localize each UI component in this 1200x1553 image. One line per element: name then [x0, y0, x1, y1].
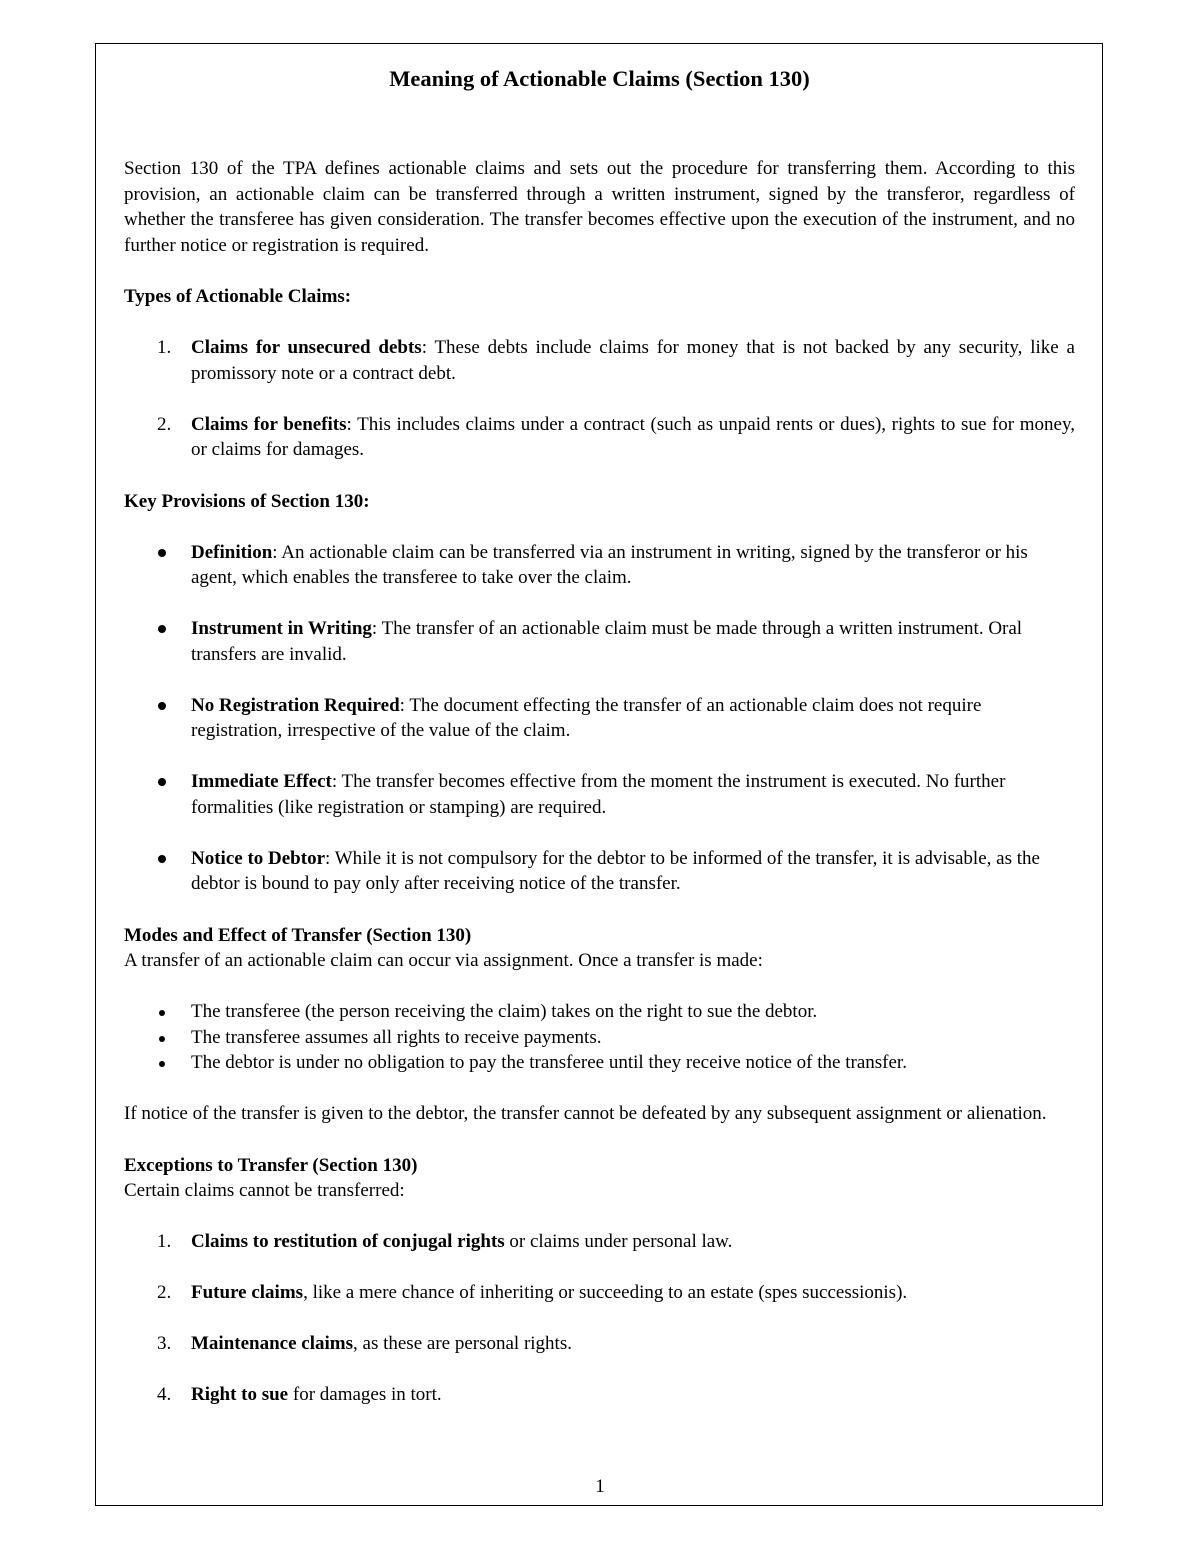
list-text: , as these are personal rights. — [353, 1333, 572, 1354]
exceptions-intro: Certain claims cannot be transferred: — [124, 1180, 405, 1201]
list-text: or claims under personal law. — [504, 1231, 733, 1252]
provisions-list — [124, 540, 1075, 897]
exceptions-heading: Exceptions to Transfer (Section 130) — [124, 1154, 418, 1176]
bullet-icon — [158, 855, 166, 863]
list-item — [124, 540, 1075, 591]
list-term: Future claims — [191, 1282, 304, 1303]
exceptions-list — [124, 1229, 1075, 1408]
list-text: , like a mere chance of inheriting or succeeding to an estate (spes successionis). — [303, 1282, 908, 1303]
modes-list — [124, 999, 1075, 1076]
list-text: for damages in tort. — [288, 1384, 442, 1405]
list-term: No Registration Required — [191, 694, 400, 716]
page-number: 1 — [595, 1476, 605, 1497]
document-body — [124, 62, 1075, 1408]
list-term: Right to sue — [191, 1384, 289, 1405]
list-text: : The transfer becomes effective from the moment the instrument is executed. No further formalities (like registration or stamping) are required. — [191, 771, 1006, 818]
list-item — [124, 616, 1075, 667]
list-term: Claims for unsecured debts — [191, 337, 422, 358]
list-item — [124, 1382, 1075, 1408]
list-item — [124, 769, 1075, 820]
bullet-icon — [159, 1010, 165, 1016]
list-text: The transferee assumes all rights to receive payments. — [191, 1026, 602, 1048]
bullet-icon — [158, 549, 166, 557]
list-item — [124, 1229, 1075, 1255]
list-item — [124, 412, 1075, 463]
list-text: The transferee (the person receiving the claim) takes on the right to sue the debtor. — [191, 1001, 818, 1022]
list-text: : These debts include claims for money that is not backed by any security, like a promissory note or a contract debt. — [191, 337, 1075, 384]
list-number: 2. — [157, 413, 172, 435]
list-term: Maintenance claims — [191, 1333, 354, 1354]
list-term: Immediate Effect — [191, 771, 332, 792]
modes-heading: Modes and Effect of Transfer (Section 130) — [124, 924, 472, 946]
bullet-icon — [158, 702, 166, 710]
list-term: Definition — [191, 541, 273, 563]
list-text: : This includes claims under a contract (such as unpaid rents or dues), rights to sue for money, or claims for damages. — [191, 413, 1075, 460]
list-item — [124, 335, 1075, 386]
bullet-icon — [158, 625, 166, 633]
list-term: Notice to Debtor — [191, 847, 326, 869]
list-text: : The transfer of an actionable claim must be made through a written instrument. Oral transfers are invalid. — [191, 618, 1023, 665]
list-number: 2. — [157, 1282, 172, 1303]
list-text: The debtor is under no obligation to pay the transferee until they receive notice of the transfer. — [191, 1052, 907, 1073]
list-term: Instrument in Writing — [191, 618, 372, 639]
intro-paragraph: Section 130 of the TPA defines actionable claims and sets out the procedure for transferring them. According to this provision, an actionable claim can be transferred through a written instrument, signed by the transferor, regardless of whether the transferee has given consideration. The transfer becomes effective upon the execution of the instrument, and no further notice or registration is required. — [124, 158, 1075, 256]
list-item — [124, 999, 1075, 1025]
types-heading: Types of Actionable Claims: — [124, 286, 352, 307]
list-number: 4. — [157, 1384, 172, 1405]
list-item — [124, 1050, 1075, 1076]
document-title: Meaning of Actionable Claims (Section 130) — [389, 66, 810, 91]
bullet-icon — [158, 778, 166, 786]
types-list — [124, 335, 1075, 463]
provisions-heading: Key Provisions of Section 130: — [124, 490, 370, 512]
list-item — [124, 693, 1075, 744]
list-item — [124, 1331, 1075, 1357]
list-number: 1. — [157, 1231, 172, 1252]
list-text: : The document effecting the transfer of an actionable claim does not require registration, irrespective of the value of the claim. — [191, 694, 982, 741]
list-item — [124, 1025, 1075, 1051]
list-term: Claims to restitution of conjugal rights — [191, 1231, 505, 1252]
bullet-icon — [159, 1036, 165, 1042]
list-number: 1. — [157, 337, 172, 358]
list-number: 3. — [157, 1333, 172, 1354]
modes-intro: A transfer of an actionable claim can occur via assignment. Once a transfer is made: — [124, 950, 763, 971]
list-item — [124, 1280, 1075, 1306]
bullet-icon — [159, 1061, 165, 1067]
list-text: : An actionable claim can be transferred via an instrument in writing, signed by the transferor or his agent, which enables the transferee to take over the claim. — [191, 541, 1028, 588]
list-item — [124, 846, 1075, 897]
list-text: : While it is not compulsory for the debtor to be informed of the transfer, it is advisable, as the debtor is bound to pay only after receiving notice of the transfer. — [191, 847, 1040, 894]
list-term: Claims for benefits — [191, 413, 347, 435]
modes-closing: If notice of the transfer is given to the debtor, the transfer cannot be defeated by any subsequent assignment or alienation. — [124, 1103, 1047, 1124]
